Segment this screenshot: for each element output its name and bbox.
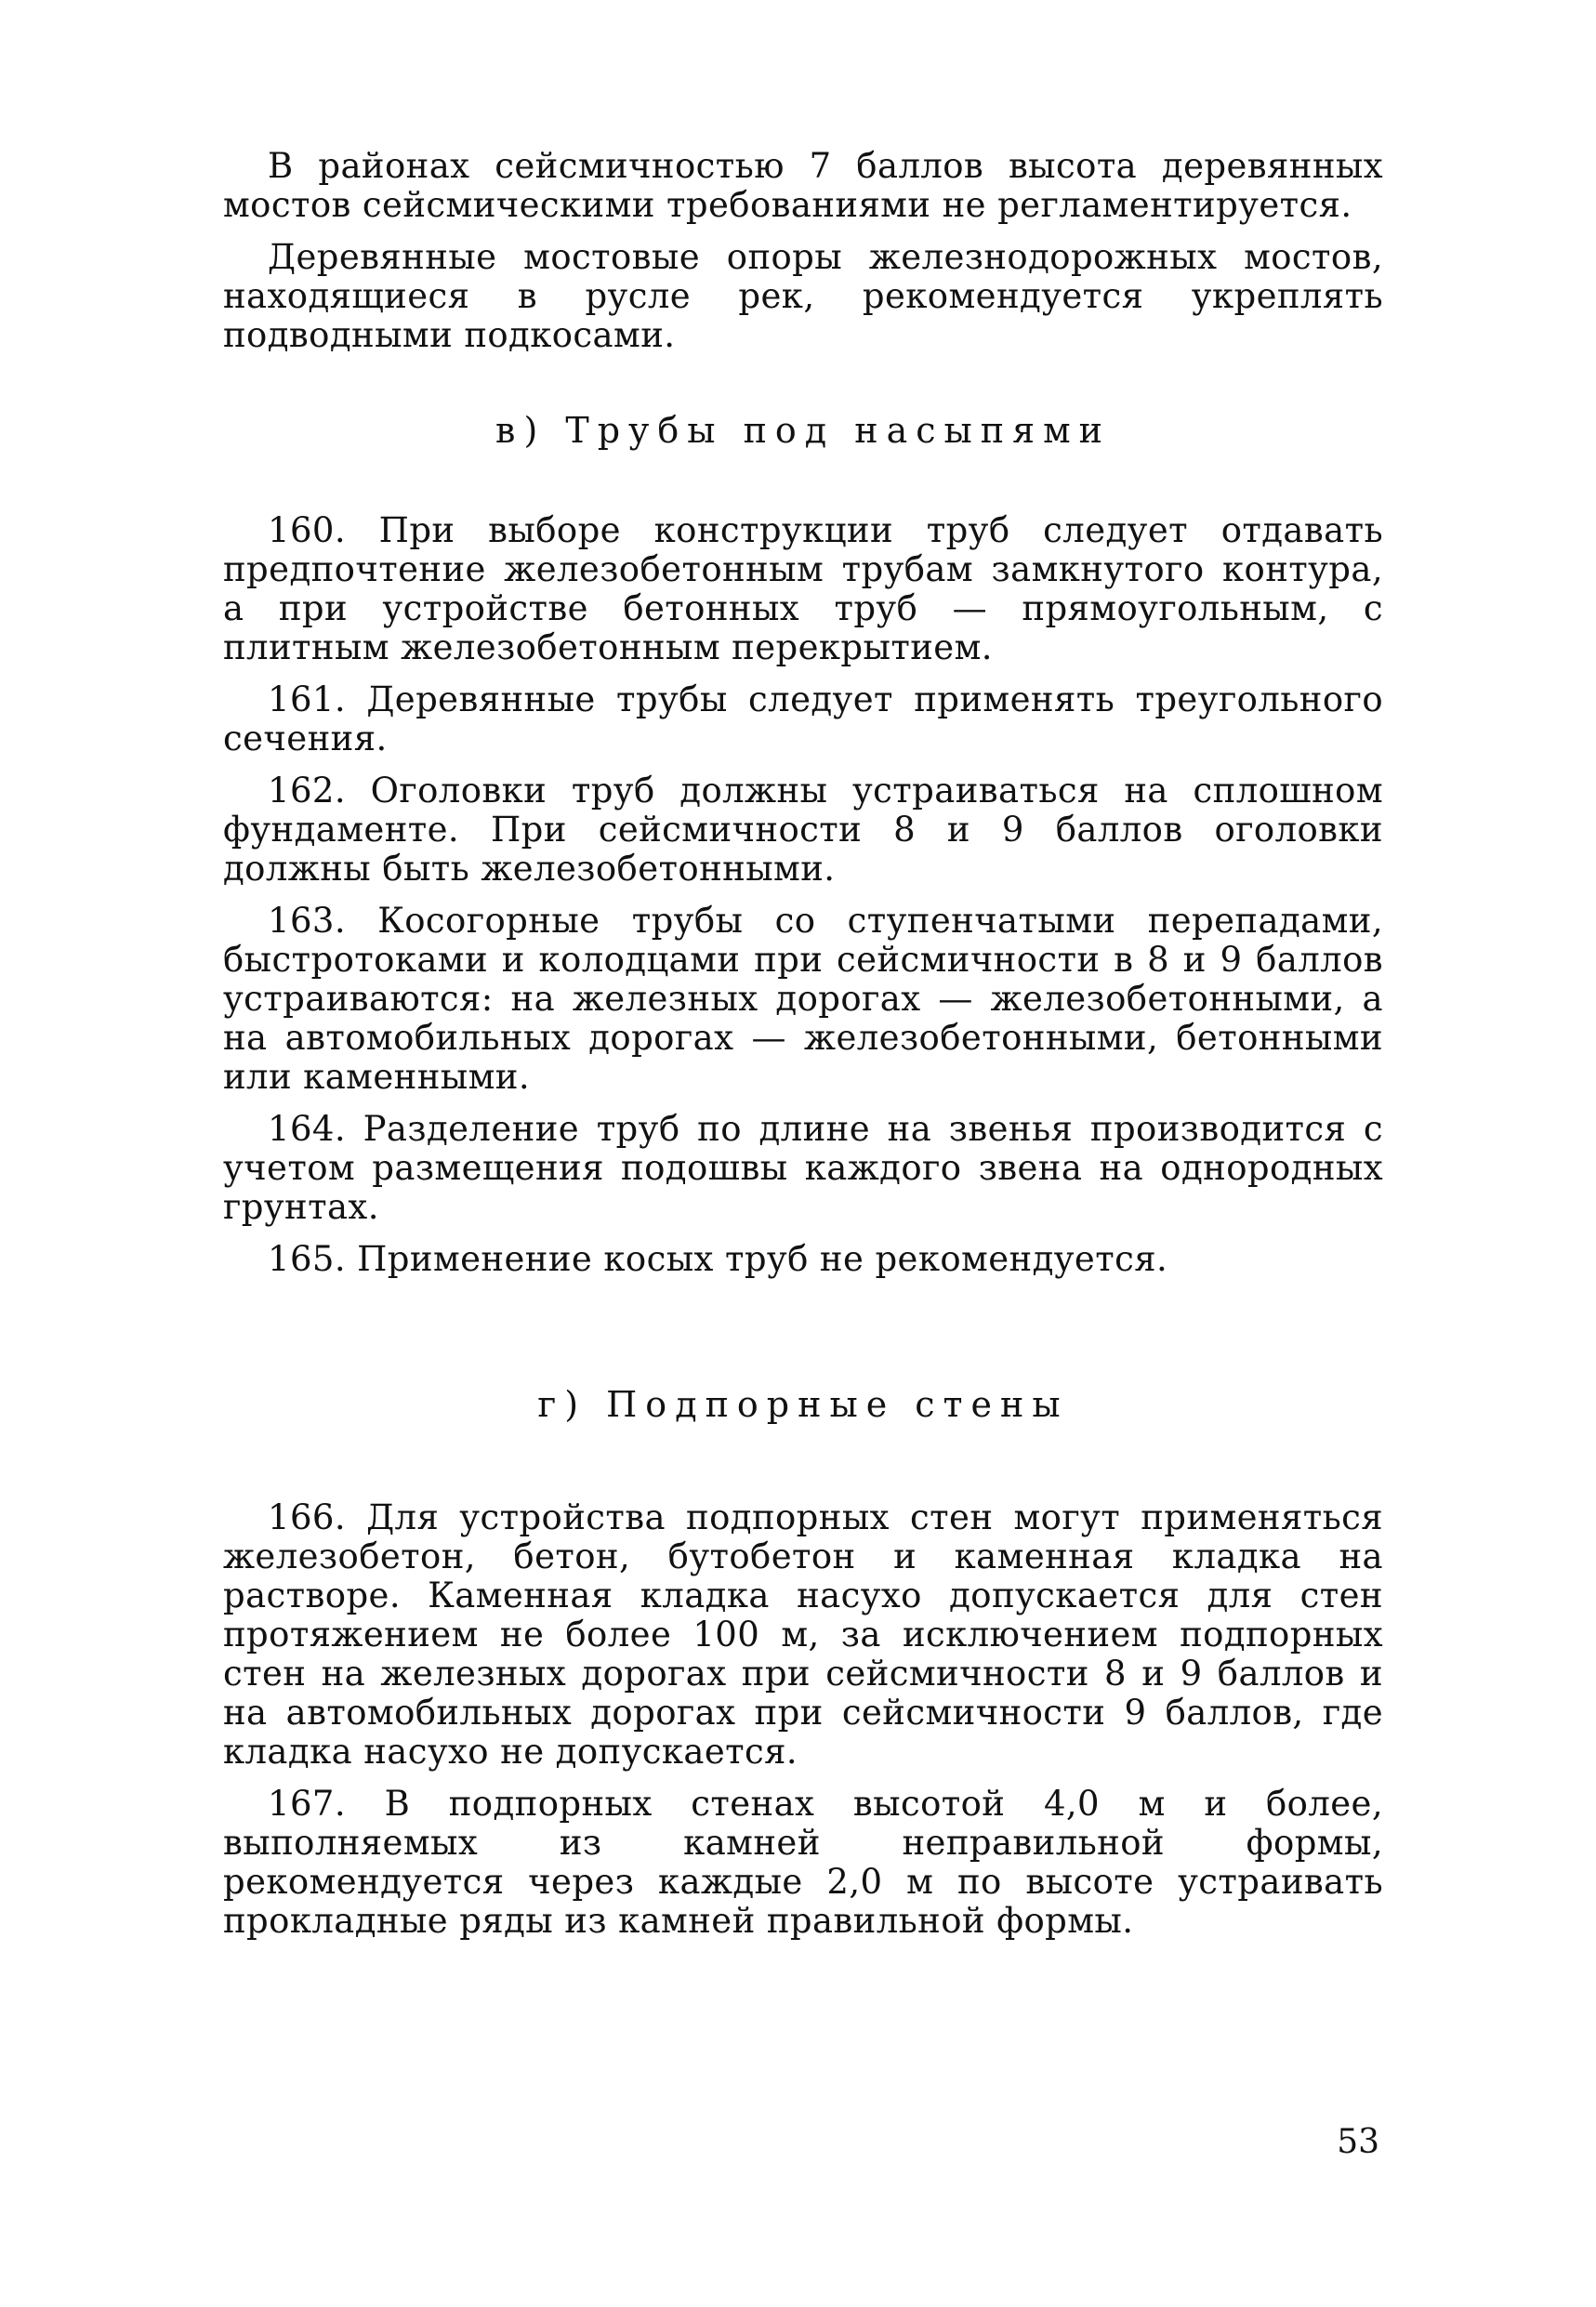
paragraph-166: 166. Для устройства подпорных стен могут применяться железобетон, бетон, бутобетон и каменная кладка на растворе. Каменная кладка насухо допускается для стен протяжением не более 100 м, за исключением подпорных стен на железных дорогах при сейсмичности 8 и 9 баллов и на автомобильных дорогах при сейсмичности 9 баллов, где кладка насухо не допускается.	[223, 1497, 1383, 1772]
section-heading-pipes: в) Трубы под насыпями	[495, 410, 1111, 451]
paragraph-164: 164. Разделение труб по длине на звенья производится с учетом размещения подошвы каждого звена на однородных грунтах.	[223, 1109, 1383, 1227]
intro-paragraph-2: Деревянные мостовые опоры железнодорожных мостов, находящиеся в русле рек, рекомендуется укреплять подводными подкосами.	[223, 237, 1383, 355]
text-column	[223, 147, 1383, 1941]
paragraph-163: 163. Косогорные трубы со ступенчатыми перепадами, быстротоками и колодцами при сейсмичности в 8 и 9 баллов устраиваются: на железных дорогах — железобетонными, а на автомобильных дорогах — железобетонными, бетонными или каменными.	[223, 901, 1383, 1097]
paragraph-167: 167. В подпорных стенах высотой 4,0 м и более, выполняемых из камней неправильной формы, рекомендуется через каждые 2,0 м по высоте устраивать прокладные ряды из камней правильной формы.	[223, 1784, 1383, 1941]
intro-paragraph-1: В районах сейсмичностью 7 баллов высота деревянных мостов сейсмическими требованиями не регламентируется.	[223, 146, 1383, 225]
section-heading-retaining-walls: г) Подпорные стены	[537, 1384, 1069, 1425]
paragraph-162: 162. Оголовки труб должны устраиваться на сплошном фундаменте. При сейсмичности 8 и 9 баллов оголовки должны быть железобетонными.	[223, 771, 1383, 889]
paragraph-160: 160. При выборе конструкции труб следует отдавать предпочтение железобетонным трубам замкнутого контура, а при устройстве бетонных труб — прямоугольным, с плитным железобетонным перекрытием.	[223, 510, 1383, 667]
paragraph-165: 165. Применение косых труб не рекомендуется.	[268, 1239, 1168, 1279]
page-number: 53	[1337, 2123, 1379, 2161]
paragraph-161: 161. Деревянные трубы следует применять треугольного сечения.	[223, 679, 1383, 758]
